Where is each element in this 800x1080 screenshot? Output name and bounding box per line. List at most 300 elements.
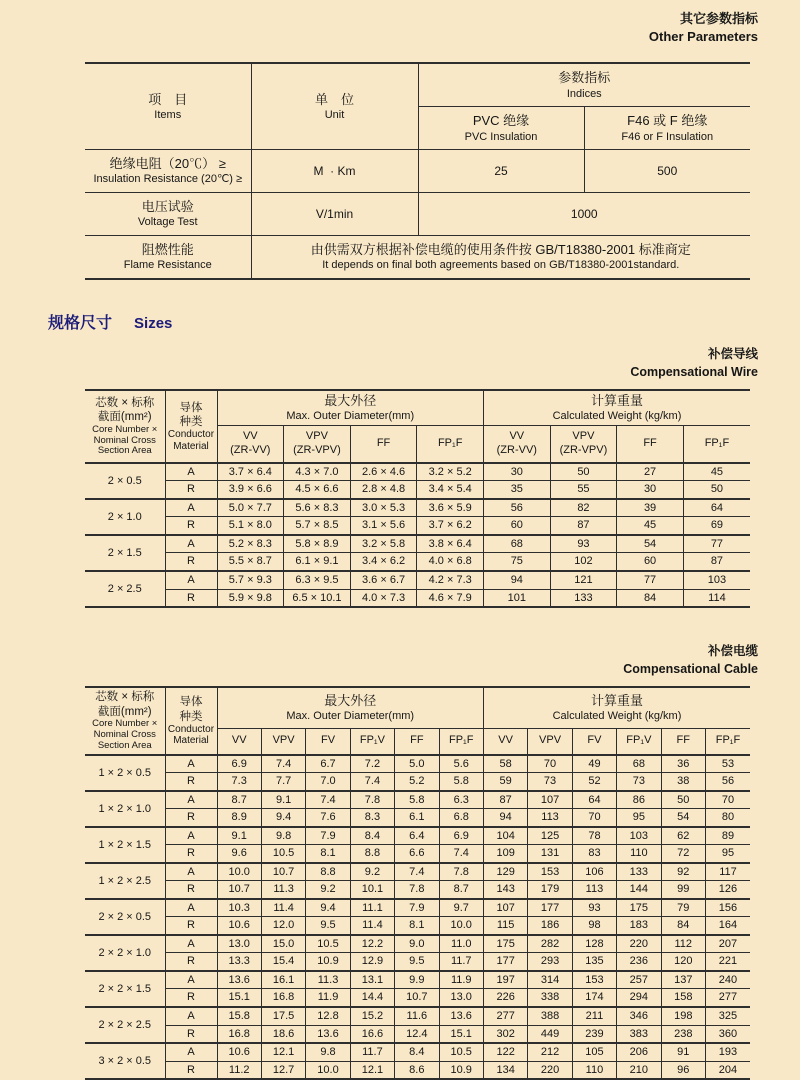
value-cell: 7.8 — [395, 881, 439, 899]
value-cell: 10.7 — [261, 863, 305, 881]
value-cell: 98 — [572, 917, 616, 935]
size-cell: 1 × 2 × 1.0 — [85, 791, 165, 827]
value-cell: 15.8 — [217, 1007, 261, 1025]
value-cell: 5.2 × 8.3 — [217, 535, 284, 553]
value-cell: 13.6 — [439, 1007, 483, 1025]
value-cell: 220 — [617, 935, 661, 953]
value-cell: 15.0 — [261, 935, 305, 953]
value-cell: 10.1 — [350, 881, 394, 899]
value-cell: 36 — [661, 755, 705, 773]
value-cell: 220 — [528, 1061, 572, 1079]
table-row — [85, 481, 750, 499]
value-cell: 6.9 — [217, 755, 261, 773]
value-cell: 5.6 — [439, 755, 483, 773]
value-cell: 257 — [617, 971, 661, 989]
indices-header-en: Indices — [566, 87, 602, 100]
value-cell: 84 — [661, 917, 705, 935]
conductor-material-cell: R — [165, 553, 217, 571]
value-cell: 338 — [528, 989, 572, 1007]
table-row — [85, 1061, 750, 1079]
conductor-material-cell: A — [165, 1007, 217, 1025]
value-cell: 70 — [572, 809, 616, 827]
value-cell: 39 — [617, 499, 684, 517]
value-cell: 9.2 — [306, 881, 350, 899]
value-cell: 7.4 — [306, 791, 350, 809]
unit-header-zh: 单 位 — [314, 91, 354, 107]
value-cell: 3.6 × 6.7 — [350, 571, 417, 589]
column-header: FP₁V — [350, 728, 394, 755]
cable-table-header-row — [85, 687, 750, 728]
value-cell: 134 — [483, 1061, 527, 1079]
value-cell: 16.1 — [261, 971, 305, 989]
cable-label-en: Compensational Cable — [623, 662, 758, 677]
value-cell: 137 — [661, 971, 705, 989]
conductor-material-cell: A — [165, 899, 217, 917]
value-cell: 101 — [484, 589, 551, 607]
value-cell: 11.6 — [395, 1007, 439, 1025]
value-cell: 15.4 — [261, 953, 305, 971]
value-cell: 87 — [550, 517, 617, 535]
insulation-resistance-item: 绝缘电阻（20℃） ≥ Insulation Resistance (20℃) ≥ — [85, 150, 251, 193]
value-cell: 226 — [483, 989, 527, 1007]
value-cell: 144 — [617, 881, 661, 899]
value-cell: 346 — [617, 1007, 661, 1025]
core-number-column-header: 芯数 × 标称 截面(mm²) Core Number × Nominal Cross Section Area — [85, 687, 165, 755]
value-cell: 107 — [528, 791, 572, 809]
table-row — [85, 589, 750, 607]
value-cell: 7.8 — [439, 863, 483, 881]
column-header: FP₁V — [617, 728, 661, 755]
flame-resistance-value: 由供需双方根据补偿电缆的使用条件按 GB/T18380-2001 标准商定 It depends on final both agreements based on GB/T18380-2001standard. — [251, 236, 750, 279]
value-cell: 9.1 — [261, 791, 305, 809]
value-cell: 325 — [705, 1007, 750, 1025]
unit-header-en: Unit — [324, 109, 345, 122]
insulation-resistance-row — [85, 150, 750, 193]
value-cell: 9.1 — [217, 827, 261, 845]
table-row — [85, 881, 750, 899]
value-cell: 68 — [484, 535, 551, 553]
table-row — [85, 791, 750, 809]
column-header: FF — [617, 426, 684, 463]
value-cell: 30 — [484, 463, 551, 481]
value-cell: 302 — [483, 1025, 527, 1043]
value-cell: 129 — [483, 863, 527, 881]
table-row — [85, 773, 750, 791]
column-header: VPV — [528, 728, 572, 755]
value-cell: 10.5 — [261, 845, 305, 863]
table-row — [85, 917, 750, 935]
value-cell: 99 — [661, 881, 705, 899]
voltage-test-item: 电压试验 Voltage Test — [85, 193, 251, 236]
conductor-material-cell: R — [165, 845, 217, 863]
value-cell: 13.6 — [217, 971, 261, 989]
value-cell: 207 — [705, 935, 750, 953]
value-cell: 210 — [617, 1061, 661, 1079]
value-cell: 7.4 — [439, 845, 483, 863]
value-cell: 7.8 — [350, 791, 394, 809]
column-header: VPV (ZR-VPV) — [284, 426, 351, 463]
items-header-zh: 项 目 — [148, 91, 188, 107]
column-header: FP₁F — [417, 426, 484, 463]
value-cell: 45 — [683, 463, 750, 481]
value-cell: 9.4 — [306, 899, 350, 917]
value-cell: 164 — [705, 917, 750, 935]
value-cell: 153 — [572, 971, 616, 989]
value-cell: 103 — [617, 827, 661, 845]
value-cell: 95 — [705, 845, 750, 863]
table-row — [85, 755, 750, 773]
value-cell: 93 — [550, 535, 617, 553]
value-cell: 16.6 — [350, 1025, 394, 1043]
value-cell: 16.8 — [217, 1025, 261, 1043]
value-cell: 3.7 × 6.2 — [417, 517, 484, 535]
size-cell: 2 × 0.5 — [85, 463, 165, 499]
value-cell: 175 — [483, 935, 527, 953]
value-cell: 240 — [705, 971, 750, 989]
value-cell: 35 — [484, 481, 551, 499]
conductor-material-cell: A — [165, 1043, 217, 1061]
value-cell: 6.1 — [395, 809, 439, 827]
items-column-header — [85, 63, 251, 149]
value-cell: 13.3 — [217, 953, 261, 971]
value-cell: 5.5 × 8.7 — [217, 553, 284, 571]
value-cell: 8.7 — [439, 881, 483, 899]
items-header-en: Items — [154, 109, 182, 122]
size-cell: 2 × 2 × 1.5 — [85, 971, 165, 1007]
size-cell: 2 × 1.0 — [85, 499, 165, 535]
conductor-material-cell: A — [165, 571, 217, 589]
value-cell: 277 — [705, 989, 750, 1007]
value-cell: 5.8 — [395, 791, 439, 809]
value-cell: 73 — [617, 773, 661, 791]
size-cell: 1 × 2 × 0.5 — [85, 755, 165, 791]
value-cell: 64 — [683, 499, 750, 517]
size-cell: 2 × 2 × 1.0 — [85, 935, 165, 971]
value-cell: 3.2 × 5.8 — [350, 535, 417, 553]
column-header: VV — [217, 728, 261, 755]
conductor-material-cell: A — [165, 863, 217, 881]
value-cell: 8.1 — [395, 917, 439, 935]
wire-label-zh: 补偿导线 — [707, 347, 758, 362]
table-row — [85, 989, 750, 1007]
value-cell: 5.0 × 7.7 — [217, 499, 284, 517]
value-cell: 7.4 — [261, 755, 305, 773]
insulation-resistance-f46-value: 500 — [584, 150, 750, 193]
value-cell: 11.3 — [261, 881, 305, 899]
table-row — [85, 1007, 750, 1025]
value-cell: 82 — [550, 499, 617, 517]
size-cell: 2 × 2 × 2.5 — [85, 1007, 165, 1043]
value-cell: 11.2 — [217, 1061, 261, 1079]
value-cell: 11.1 — [350, 899, 394, 917]
value-cell: 53 — [705, 755, 750, 773]
table-row — [85, 971, 750, 989]
value-cell: 17.5 — [261, 1007, 305, 1025]
value-cell: 87 — [483, 791, 527, 809]
value-cell: 86 — [617, 791, 661, 809]
value-cell: 10.0 — [217, 863, 261, 881]
value-cell: 388 — [528, 1007, 572, 1025]
value-cell: 50 — [550, 463, 617, 481]
value-cell: 174 — [572, 989, 616, 1007]
value-cell: 8.8 — [350, 845, 394, 863]
pvc-insulation-header: PVC 绝缘 PVC Insulation — [418, 107, 584, 150]
column-header: FF — [395, 728, 439, 755]
value-cell: 11.3 — [306, 971, 350, 989]
value-cell: 12.9 — [350, 953, 394, 971]
value-cell: 4.6 × 7.9 — [417, 589, 484, 607]
table-row — [85, 935, 750, 953]
value-cell: 89 — [705, 827, 750, 845]
value-cell: 113 — [528, 809, 572, 827]
column-header: FP₁F — [683, 426, 750, 463]
indices-column-header — [418, 63, 750, 106]
value-cell: 15.1 — [217, 989, 261, 1007]
value-cell: 8.8 — [306, 863, 350, 881]
column-header: FV — [572, 728, 616, 755]
value-cell: 112 — [661, 935, 705, 953]
value-cell: 11.7 — [350, 1043, 394, 1061]
value-cell: 133 — [550, 589, 617, 607]
value-cell: 114 — [683, 589, 750, 607]
value-cell: 11.0 — [439, 935, 483, 953]
value-cell: 7.0 — [306, 773, 350, 791]
value-cell: 38 — [661, 773, 705, 791]
size-cell: 1 × 2 × 1.5 — [85, 827, 165, 863]
value-cell: 10.0 — [439, 917, 483, 935]
value-cell: 12.2 — [350, 935, 394, 953]
value-cell: 58 — [483, 755, 527, 773]
value-cell: 12.4 — [395, 1025, 439, 1043]
value-cell: 156 — [705, 899, 750, 917]
value-cell: 52 — [572, 773, 616, 791]
value-cell: 107 — [483, 899, 527, 917]
value-cell: 175 — [617, 899, 661, 917]
table-row — [85, 899, 750, 917]
value-cell: 10.9 — [439, 1061, 483, 1079]
value-cell: 110 — [617, 845, 661, 863]
value-cell: 60 — [484, 517, 551, 535]
value-cell: 91 — [661, 1043, 705, 1061]
value-cell: 7.9 — [395, 899, 439, 917]
value-cell: 135 — [572, 953, 616, 971]
voltage-test-unit: V/1min — [251, 193, 418, 236]
value-cell: 7.3 — [217, 773, 261, 791]
value-cell: 3.4 × 6.2 — [350, 553, 417, 571]
value-cell: 7.4 — [350, 773, 394, 791]
value-cell: 177 — [528, 899, 572, 917]
value-cell: 96 — [661, 1061, 705, 1079]
value-cell: 121 — [550, 571, 617, 589]
insulation-resistance-pvc-value: 25 — [418, 150, 584, 193]
table-header-row — [85, 63, 750, 106]
value-cell: 8.4 — [395, 1043, 439, 1061]
calculated-weight-header: 计算重量 Calculated Weight (kg/km) — [483, 687, 750, 728]
value-cell: 153 — [528, 863, 572, 881]
value-cell: 84 — [617, 589, 684, 607]
conductor-material-cell: A — [165, 535, 217, 553]
value-cell: 3.1 × 5.6 — [350, 517, 417, 535]
value-cell: 8.9 — [217, 809, 261, 827]
other-parameters-title-en: Other Parameters — [648, 29, 758, 45]
value-cell: 15.1 — [439, 1025, 483, 1043]
value-cell: 5.6 × 8.3 — [284, 499, 351, 517]
column-header: FF — [661, 728, 705, 755]
value-cell: 7.4 — [395, 863, 439, 881]
value-cell: 3.4 × 5.4 — [417, 481, 484, 499]
conductor-material-cell: R — [165, 1025, 217, 1043]
column-header: VPV (ZR-VPV) — [550, 426, 617, 463]
insulation-resistance-unit: M · Km — [251, 150, 418, 193]
conductor-material-cell: R — [165, 953, 217, 971]
value-cell: 314 — [528, 971, 572, 989]
other-parameters-title — [0, 0, 800, 46]
value-cell: 110 — [572, 1061, 616, 1079]
value-cell: 30 — [617, 481, 684, 499]
value-cell: 12.1 — [350, 1061, 394, 1079]
conductor-material-cell: A — [165, 971, 217, 989]
table-row — [85, 863, 750, 881]
value-cell: 206 — [617, 1043, 661, 1061]
value-cell: 62 — [661, 827, 705, 845]
voltage-test-row — [85, 193, 750, 236]
conductor-material-cell: R — [165, 989, 217, 1007]
value-cell: 10.7 — [395, 989, 439, 1007]
value-cell: 8.3 — [350, 809, 394, 827]
value-cell: 5.0 — [395, 755, 439, 773]
value-cell: 50 — [683, 481, 750, 499]
value-cell: 80 — [705, 809, 750, 827]
value-cell: 294 — [617, 989, 661, 1007]
value-cell: 8.1 — [306, 845, 350, 863]
table-row — [85, 845, 750, 863]
value-cell: 5.8 × 8.9 — [284, 535, 351, 553]
value-cell: 193 — [705, 1043, 750, 1061]
value-cell: 3.2 × 5.2 — [417, 463, 484, 481]
value-cell: 64 — [572, 791, 616, 809]
value-cell: 7.9 — [306, 827, 350, 845]
value-cell: 449 — [528, 1025, 572, 1043]
value-cell: 6.6 — [395, 845, 439, 863]
value-cell: 6.5 × 10.1 — [284, 589, 351, 607]
value-cell: 13.1 — [350, 971, 394, 989]
size-cell: 1 × 2 × 2.5 — [85, 863, 165, 899]
column-header: VV — [483, 728, 527, 755]
value-cell: 204 — [705, 1061, 750, 1079]
column-header: FV — [306, 728, 350, 755]
value-cell: 70 — [705, 791, 750, 809]
value-cell: 72 — [661, 845, 705, 863]
table-row — [85, 809, 750, 827]
value-cell: 75 — [484, 553, 551, 571]
value-cell: 383 — [617, 1025, 661, 1043]
table-row — [85, 535, 750, 553]
value-cell: 12.7 — [261, 1061, 305, 1079]
value-cell: 55 — [550, 481, 617, 499]
value-cell: 7.7 — [261, 773, 305, 791]
value-cell: 56 — [705, 773, 750, 791]
value-cell: 3.9 × 6.6 — [217, 481, 284, 499]
value-cell: 9.0 — [395, 935, 439, 953]
table-row — [85, 827, 750, 845]
value-cell: 128 — [572, 935, 616, 953]
value-cell: 12.0 — [261, 917, 305, 935]
conductor-material-cell: R — [165, 589, 217, 607]
value-cell: 9.7 — [439, 899, 483, 917]
value-cell: 70 — [528, 755, 572, 773]
table-row — [85, 1043, 750, 1061]
conductor-material-cell: R — [165, 809, 217, 827]
value-cell: 12.8 — [306, 1007, 350, 1025]
wire-section-label — [0, 345, 800, 381]
value-cell: 2.8 × 4.8 — [350, 481, 417, 499]
value-cell: 13.0 — [217, 935, 261, 953]
value-cell: 211 — [572, 1007, 616, 1025]
value-cell: 221 — [705, 953, 750, 971]
value-cell: 6.3 — [439, 791, 483, 809]
value-cell: 277 — [483, 1007, 527, 1025]
table-row — [85, 463, 750, 481]
value-cell: 238 — [661, 1025, 705, 1043]
value-cell: 6.8 — [439, 809, 483, 827]
value-cell: 7.6 — [306, 809, 350, 827]
value-cell: 12.1 — [261, 1043, 305, 1061]
size-cell: 2 × 2.5 — [85, 571, 165, 607]
value-cell: 239 — [572, 1025, 616, 1043]
value-cell: 4.0 × 7.3 — [350, 589, 417, 607]
value-cell: 5.1 × 8.0 — [217, 517, 284, 535]
value-cell: 73 — [528, 773, 572, 791]
value-cell: 109 — [483, 845, 527, 863]
value-cell: 10.9 — [306, 953, 350, 971]
wire-label-en: Compensational Wire — [630, 365, 758, 380]
value-cell: 3.8 × 6.4 — [417, 535, 484, 553]
indices-header-zh: 参数指标 — [558, 70, 611, 86]
flame-resistance-row — [85, 236, 750, 279]
value-cell: 8.7 — [217, 791, 261, 809]
value-cell: 2.6 × 4.6 — [350, 463, 417, 481]
table-row — [85, 517, 750, 535]
value-cell: 9.8 — [261, 827, 305, 845]
other-parameters-table — [85, 62, 750, 280]
value-cell: 183 — [617, 917, 661, 935]
size-cell: 2 × 2 × 0.5 — [85, 899, 165, 935]
max-outer-diameter-header: 最大外径 Max. Outer Diameter(mm) — [217, 390, 484, 426]
value-cell: 9.9 — [395, 971, 439, 989]
value-cell: 131 — [528, 845, 572, 863]
column-header: VPV — [261, 728, 305, 755]
value-cell: 10.3 — [217, 899, 261, 917]
conductor-material-cell: A — [165, 935, 217, 953]
value-cell: 59 — [483, 773, 527, 791]
value-cell: 13.0 — [439, 989, 483, 1007]
value-cell: 94 — [483, 809, 527, 827]
value-cell: 6.3 × 9.5 — [284, 571, 351, 589]
value-cell: 105 — [572, 1043, 616, 1061]
value-cell: 133 — [617, 863, 661, 881]
table-row — [85, 571, 750, 589]
value-cell: 125 — [528, 827, 572, 845]
conductor-material-cell: R — [165, 517, 217, 535]
value-cell: 10.7 — [217, 881, 261, 899]
value-cell: 68 — [617, 755, 661, 773]
value-cell: 13.6 — [306, 1025, 350, 1043]
value-cell: 122 — [483, 1043, 527, 1061]
conductor-material-cell: R — [165, 773, 217, 791]
value-cell: 9.8 — [306, 1043, 350, 1061]
value-cell: 4.2 × 7.3 — [417, 571, 484, 589]
f46-insulation-header: F46 或 F 绝缘 F46 or F Insulation — [584, 107, 750, 150]
